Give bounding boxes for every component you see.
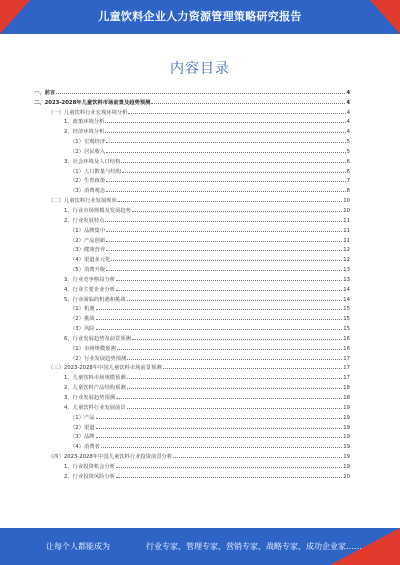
toc-leader-dots bbox=[106, 152, 345, 153]
toc-leader-dots bbox=[106, 231, 342, 232]
toc-page-number: 10 bbox=[343, 207, 350, 214]
toc-entry[interactable] bbox=[34, 234, 350, 244]
toc-entry-text: （1）宏观经济 bbox=[70, 139, 106, 146]
toc-heading: 内容目录 bbox=[170, 61, 230, 77]
toc-entry[interactable] bbox=[34, 263, 350, 273]
toc-page-number: 10 bbox=[343, 198, 350, 205]
report-title: 儿童饮料企业人力资源管理策略研究报告 bbox=[98, 10, 302, 23]
toc-entry-text: （一）儿童饮料行业宏观环境分析 bbox=[48, 109, 128, 116]
toc-page-number: 20 bbox=[343, 473, 350, 480]
toc-page-number: 12 bbox=[343, 247, 350, 254]
toc-entry[interactable] bbox=[34, 332, 350, 342]
toc-leader-dots bbox=[118, 201, 342, 202]
toc-entry[interactable] bbox=[34, 175, 350, 185]
toc-entry[interactable] bbox=[34, 381, 350, 391]
toc-entry[interactable] bbox=[34, 184, 350, 194]
toc-entry-text: （5）消费升级 bbox=[70, 267, 106, 274]
toc-leader-dots bbox=[127, 378, 343, 379]
toc-entry-text: （1）机遇 bbox=[70, 306, 95, 313]
toc-page-number: 17 bbox=[343, 355, 350, 362]
toc-page-number: 18 bbox=[343, 395, 350, 401]
toc-entry-text: 4、儿童饮料行业发展前景 bbox=[64, 404, 126, 411]
toc-entry-text: 2、行业发展特点 bbox=[64, 217, 105, 224]
toc-leader-dots bbox=[127, 359, 342, 360]
toc-entry-text: 3、行业竞争格局分析 bbox=[64, 276, 116, 283]
toc-entry-text: 2、经济环境分析 bbox=[64, 129, 105, 136]
toc-leader-dots bbox=[122, 172, 346, 173]
toc-leader-dots bbox=[117, 349, 343, 350]
toc-page-number: 13 bbox=[343, 276, 350, 283]
toc-entry-text: 1、行业市场规模及发展趋势 bbox=[64, 207, 131, 214]
toc-page-number: 14 bbox=[343, 296, 350, 303]
toc-leader-dots bbox=[106, 250, 342, 251]
toc-leader-dots bbox=[96, 319, 343, 320]
toc-page-number: 6 bbox=[346, 168, 350, 175]
toc-entry-text: （2）生育政策 bbox=[70, 178, 106, 185]
toc-leader-dots bbox=[116, 398, 342, 399]
toc-page-number: 4 bbox=[346, 119, 350, 126]
toc-leader-dots bbox=[96, 309, 343, 310]
toc-entry-text: （2）渠道 bbox=[70, 424, 95, 431]
toc-leader-dots bbox=[111, 260, 342, 261]
toc-page-number: 5 bbox=[346, 148, 350, 155]
toc-entry[interactable] bbox=[34, 450, 350, 460]
toc-leader-dots bbox=[127, 408, 343, 409]
toc-leader-dots bbox=[116, 477, 342, 478]
toc-page-number: 19 bbox=[343, 444, 350, 451]
toc-entry-text: 二、2023-2028年儿童饮料市场前景及趋势预测 bbox=[34, 99, 151, 106]
toc-entry-text: （1）品牌集中 bbox=[70, 227, 106, 234]
toc-leader-dots bbox=[96, 437, 343, 438]
toc-entry-text: （3）健康营养 bbox=[70, 247, 106, 254]
toc-entry[interactable] bbox=[34, 194, 350, 204]
toc-entry[interactable] bbox=[34, 401, 350, 411]
toc-leader-dots bbox=[121, 162, 345, 163]
toc-page-number: 16 bbox=[343, 345, 350, 352]
toc-page-number: 7 bbox=[346, 178, 350, 185]
toc-entry-text: 一、前言 bbox=[34, 89, 56, 96]
toc-page-number: 4 bbox=[346, 129, 350, 136]
toc-leader-dots bbox=[105, 132, 345, 133]
toc-entry[interactable] bbox=[34, 431, 350, 441]
toc-entry[interactable] bbox=[34, 303, 350, 313]
toc-entry[interactable] bbox=[34, 411, 350, 421]
toc-page-number: 15 bbox=[343, 326, 350, 333]
toc-page-number: 12 bbox=[343, 257, 350, 264]
toc-leader-dots bbox=[96, 428, 343, 429]
toc-leader-dots bbox=[101, 447, 342, 448]
toc-entry[interactable] bbox=[34, 125, 350, 135]
toc-page-number: 11 bbox=[343, 227, 350, 234]
toc-entry[interactable] bbox=[34, 165, 350, 175]
toc-entry[interactable] bbox=[34, 135, 350, 145]
toc-page-number: 19 bbox=[343, 414, 350, 421]
toc-entry-text: 1、政策环境分析 bbox=[64, 119, 105, 126]
toc-leader-dots bbox=[106, 142, 345, 143]
toc-entry-text: （1）产品 bbox=[70, 414, 95, 421]
toc-entry-text: （4）渠道多元化 bbox=[70, 257, 111, 264]
toc-entry-text: （3）品牌 bbox=[70, 434, 95, 441]
toc-leader-dots bbox=[56, 93, 345, 94]
toc-page-number: 5 bbox=[346, 139, 350, 146]
toc-entry[interactable] bbox=[34, 214, 350, 224]
toc-entry[interactable] bbox=[34, 322, 350, 332]
toc-leader-dots bbox=[127, 300, 343, 301]
toc-leader-dots bbox=[105, 122, 345, 123]
toc-entry[interactable] bbox=[34, 273, 350, 283]
toc-leader-dots bbox=[151, 103, 345, 104]
toc-leader-dots bbox=[173, 457, 342, 458]
toc-entry-text: （2）产品创新 bbox=[70, 237, 106, 244]
toc-entry[interactable] bbox=[34, 312, 350, 322]
toc-page-number: 15 bbox=[343, 306, 350, 313]
toc-page-number: 19 bbox=[343, 463, 350, 470]
toc-leader-dots bbox=[127, 388, 343, 389]
toc-leader-dots bbox=[128, 113, 345, 114]
toc-entry-text: （3）风险 bbox=[70, 326, 95, 333]
toc-page-number: 11 bbox=[343, 217, 350, 224]
toc-entry[interactable] bbox=[34, 391, 350, 401]
toc-entry[interactable] bbox=[34, 145, 350, 155]
toc-leader-dots bbox=[96, 329, 343, 330]
toc-page-number: 11 bbox=[343, 237, 350, 244]
toc-entry-text: 2、行业投资风险分析 bbox=[64, 473, 116, 480]
toc-entry-text: （三）2023-2028年中国儿童饮料市场前景预测 bbox=[48, 365, 162, 372]
toc-entry-text: 5、行业面临的机遇和挑战 bbox=[64, 296, 126, 303]
toc-leader-dots bbox=[105, 221, 342, 222]
toc-entry[interactable] bbox=[34, 116, 350, 126]
toc-entry[interactable] bbox=[34, 371, 350, 381]
toc-page-number: 15 bbox=[343, 316, 350, 323]
toc-entry-text: （四）2023-2028年中国儿童饮料行业投资前景分析 bbox=[48, 454, 173, 461]
toc-entry-text: （4）消费者 bbox=[70, 444, 100, 451]
toc-entry[interactable] bbox=[34, 155, 350, 165]
toc-entry-text: 3、行业发展趋势预测 bbox=[64, 395, 116, 401]
toc-leader-dots bbox=[106, 181, 345, 182]
toc-entry-text: （3）消费观念 bbox=[70, 188, 106, 195]
toc-leader-dots bbox=[106, 270, 342, 271]
toc-entry-text: 2、儿童饮料产品结构预测 bbox=[64, 385, 126, 392]
toc-entry[interactable] bbox=[34, 293, 350, 303]
report-footer bbox=[0, 528, 400, 565]
toc-entry-text: 6、行业发展趋势及前景预测 bbox=[64, 335, 131, 342]
toc-entry-text: （2）居民收入 bbox=[70, 148, 106, 155]
toc-leader-dots bbox=[106, 191, 345, 192]
toc-entry-text: 3、社会环境及人口结构 bbox=[64, 158, 121, 165]
toc-entry[interactable] bbox=[34, 224, 350, 234]
toc-entry[interactable] bbox=[34, 342, 350, 352]
toc-leader-dots bbox=[132, 211, 342, 212]
toc-page-number: 4 bbox=[346, 99, 350, 106]
toc-leader-dots bbox=[106, 241, 342, 242]
toc-entry-text: 1、行业投资机会分析 bbox=[64, 463, 116, 470]
toc-page-number: 16 bbox=[343, 335, 350, 342]
toc-entry[interactable] bbox=[34, 352, 350, 362]
toc-page-number: 19 bbox=[343, 424, 350, 431]
toc-page-number: 19 bbox=[343, 404, 350, 411]
toc-page-number: 19 bbox=[343, 454, 350, 461]
toc-page-number: 4 bbox=[346, 109, 350, 116]
toc-entry-text: （1）人口数量与结构 bbox=[70, 168, 122, 175]
toc-page-number: 17 bbox=[343, 375, 350, 382]
toc-entry[interactable] bbox=[34, 96, 350, 106]
toc-page-number: 8 bbox=[346, 188, 350, 195]
toc-leader-dots bbox=[116, 467, 342, 468]
toc-entry[interactable] bbox=[34, 244, 350, 254]
toc-entry-text: （1）市场规模预测 bbox=[70, 345, 116, 352]
toc-page-number: 19 bbox=[343, 434, 350, 441]
toc-page-number: 18 bbox=[343, 385, 350, 392]
toc-entry-text: 1、儿童饮料市场规模预测 bbox=[64, 375, 126, 382]
footer-slogan-left: 让每个人都能成为 bbox=[46, 542, 110, 551]
toc-entry-text: 4、行业主要企业分析 bbox=[64, 286, 116, 293]
toc-entry[interactable] bbox=[34, 362, 350, 372]
toc-leader-dots bbox=[116, 290, 342, 291]
toc-entry[interactable] bbox=[34, 106, 350, 116]
table-of-contents bbox=[34, 86, 350, 480]
toc-leader-dots bbox=[163, 368, 343, 369]
toc-entry[interactable] bbox=[34, 86, 350, 96]
toc-leader-dots bbox=[116, 280, 342, 281]
toc-entry-text: （2）挑战 bbox=[70, 316, 95, 323]
toc-page-number: 4 bbox=[346, 89, 350, 96]
toc-entry-text: （2）行业发展趋势预测 bbox=[70, 355, 127, 362]
toc-leader-dots bbox=[132, 339, 342, 340]
toc-entry[interactable] bbox=[34, 470, 350, 480]
toc-page-number: 13 bbox=[343, 267, 350, 274]
toc-entry-text: （二）儿童饮料行业发展现状 bbox=[48, 198, 117, 205]
toc-page-number: 14 bbox=[343, 286, 350, 293]
footer-slogan-right: 行业专家、管理专家、营销专家、战略专家、成功企业家…… bbox=[146, 542, 362, 551]
toc-leader-dots bbox=[96, 418, 343, 419]
toc-entry[interactable] bbox=[34, 283, 350, 293]
toc-entry[interactable] bbox=[34, 253, 350, 263]
toc-page-number: 17 bbox=[343, 365, 350, 372]
toc-entry[interactable] bbox=[34, 460, 350, 470]
toc-entry[interactable] bbox=[34, 440, 350, 450]
report-header bbox=[0, 0, 400, 34]
toc-page-number: 6 bbox=[346, 158, 350, 165]
toc-entry[interactable] bbox=[34, 421, 350, 431]
toc-entry[interactable] bbox=[34, 204, 350, 214]
